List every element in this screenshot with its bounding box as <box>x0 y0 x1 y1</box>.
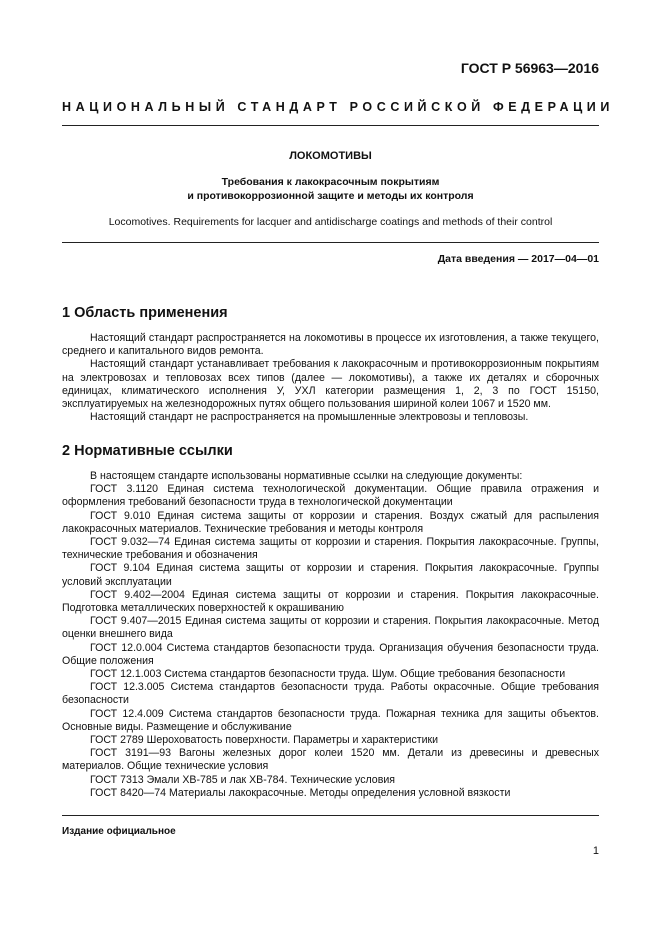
reference-item: ГОСТ 3.1120 Единая система технологической документации. Общие правила отражения и оформления требований безопасности труда в технологической документации <box>62 483 599 509</box>
section-heading: 1 Область применения <box>62 305 228 321</box>
reference-item: ГОСТ 12.4.009 Система стандартов безопасности труда. Пожарная техника для защиты объектов. Основные виды. Размещение и обслуживание <box>62 707 599 733</box>
reference-item: ГОСТ 12.1.003 Система стандартов безопасности труда. Шум. Общие требования безопасности <box>90 668 566 681</box>
official-edition-label: Издание официальное <box>62 826 176 837</box>
reference-item: ГОСТ 12.3.005 Система стандартов безопасности труда. Работы окрасочные. Общие требования безопасности <box>62 681 599 707</box>
english-title: Locomotives. Requirements for lacquer and antidischarge coatings and methods of their control <box>108 216 553 228</box>
subtitle-line-1: Требования к лакокрасочным покрытиям <box>221 176 440 188</box>
section-scope <box>62 304 599 424</box>
paragraph: Настоящий стандарт распространяется на локомотивы в процессе их изготовления, а также текущего, среднего и капитального видов ремонта. <box>62 332 599 358</box>
section-normative-references <box>62 442 599 800</box>
document-subtitle <box>62 175 599 203</box>
reference-item: ГОСТ 2789 Шероховатость поверхности. Параметры и характеристики <box>90 734 439 747</box>
section-heading: 2 Нормативные ссылки <box>62 443 233 459</box>
document-title: ЛОКОМОТИВЫ <box>289 150 372 162</box>
reference-item: ГОСТ 9.010 Единая система защиты от коррозии и старения. Воздух сжатый для распыления лакокрасочных материалов. Технические требования и методы контроля <box>62 509 599 535</box>
divider-title <box>62 242 599 243</box>
divider-top <box>62 125 599 126</box>
national-standard-banner: НАЦИОНАЛЬНЫЙ СТАНДАРТ РОССИЙСКОЙ ФЕДЕРАЦИИ <box>62 100 614 114</box>
reference-item: ГОСТ 8420—74 Материалы лакокрасочные. Методы определения условной вязкости <box>90 786 511 799</box>
paragraph: Настоящий стандарт устанавливает требования к лакокрасочным и противокоррозионным покрытиям на электровозах и тепловозах всех типов (далее — локомотивы), а также их деталях и сборочных единицах, климатического исполнения У, УХЛ категории размещения 1, 2, 3 по ГОСТ 15150, эксплуатируемых на железнодорожных путях общего пользования шириной колеи 1067 и 1520 мм. <box>62 358 599 411</box>
introduction-date: Дата введения — 2017—04—01 <box>437 253 599 265</box>
divider-footer <box>62 815 599 816</box>
subtitle-line-2: и противокоррозионной защите и методы их контроля <box>187 190 474 202</box>
paragraph: Настоящий стандарт не распространяется на промышленные электровозы и тепловозы. <box>90 411 529 424</box>
reference-item: ГОСТ 9.104 Единая система защиты от коррозии и старения. Покрытия лакокрасочные. Группы условий эксплуатации <box>62 562 599 588</box>
reference-item: ГОСТ 9.407—2015 Единая система защиты от коррозии и старения. Покрытия лакокрасочные. Метод оценки внешнего вида <box>62 615 599 641</box>
page-number: 1 <box>592 845 599 857</box>
reference-item: ГОСТ 9.032—74 Единая система защиты от коррозии и старения. Покрытия лакокрасочные. Группы, технические требования и обозначения <box>62 536 599 562</box>
paragraph: В настоящем стандарте использованы нормативные ссылки на следующие документы: <box>90 470 523 482</box>
document-code: ГОСТ Р 56963—2016 <box>460 60 599 76</box>
reference-item: ГОСТ 9.402—2004 Единая система защиты от коррозии и старения. Покрытия лакокрасочные. Подготовка металлических поверхностей к окрашиванию <box>62 588 599 615</box>
reference-item: ГОСТ 12.0.004 Система стандартов безопасности труда. Организация обучения безопасности труда. Общие положения <box>62 641 599 667</box>
reference-item: ГОСТ 3191—93 Вагоны железных дорог колеи 1520 мм. Детали из древесины и древесных материалов. Общие технические условия <box>62 747 599 773</box>
reference-item: ГОСТ 7313 Эмали ХВ-785 и лак ХВ-784. Технические условия <box>90 773 395 786</box>
